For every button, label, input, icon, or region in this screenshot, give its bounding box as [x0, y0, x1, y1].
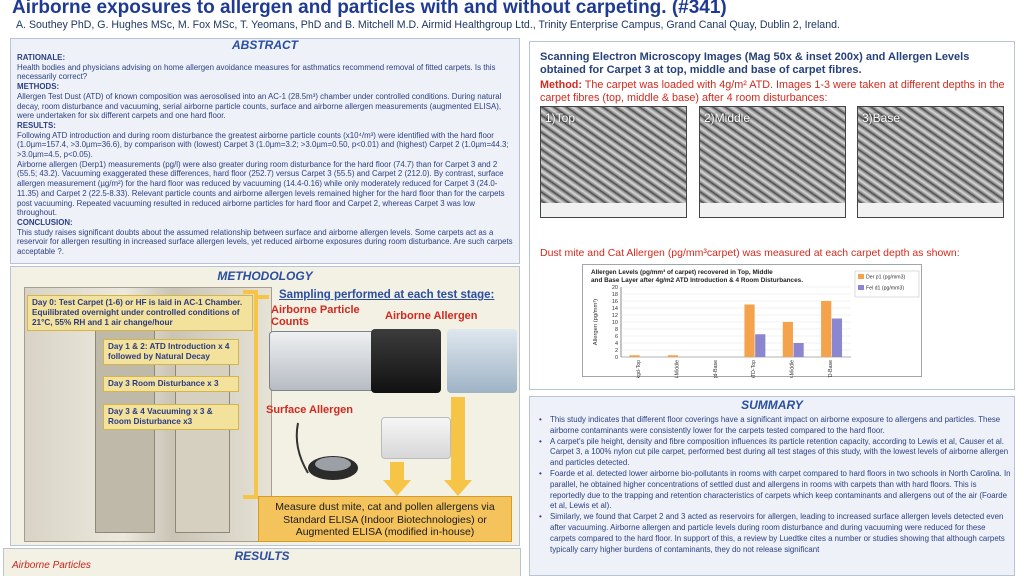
chart-y-tick: 14 [611, 306, 618, 312]
sem-method-text: The carpet was loaded with 4g/m² ATD. Images 1-3 were taken at different depths in the carpet fibres (top, middle & base) after 4 room disturbances: [540, 79, 1005, 104]
results-heading: RESULTS: [17, 120, 56, 130]
arrow-head-1 [383, 480, 411, 496]
poster-title: Airborne exposures to allergen and particles with and without carpeting. (#341) [12, 0, 727, 18]
chart-y-tick: 2 [614, 348, 618, 354]
chart-bar [755, 334, 765, 357]
chart-y-label: Allergen (pg/mm³) [593, 298, 599, 346]
results-title: RESULTS [234, 549, 290, 563]
chart-y-tick: 4 [614, 341, 618, 347]
summary-item: • Similarly, we found that Carpet 2 and 3 acted as reservoirs for allergen, leading to increased surface allergen levels detected even after vacuuming. Airborne allergen and particle levels during room disturbance and during vacuuming were reduced for these carpets compared to the hard floor. In support of this, a review by Luedtke cites a number or studies showing that although carpets typically carry higher burdens of contaminants, they do not release significant [539, 512, 1011, 555]
chart-bar [668, 355, 678, 357]
chart-x-tick: Bkgd-Top [636, 360, 643, 378]
abstract-title: ABSTRACT [232, 38, 298, 52]
arrow-head-2 [444, 480, 472, 496]
sem-title: Scanning Electron Microscopy Images (Mag 50x & inset 200x) and Allergen Levels obtained for Carpet 3 at top, middle and base of carpet fibres. [540, 51, 970, 76]
summary-item: • A carpet's pile height, density and fibre composition influences its particle retention capacity, according to Lewis et al, Causer et al. Carpet 3, a 100% nylon cut pile carpet, performed best during all test stages of this study, with the lowest levels of airborne allergen and particles detected. [539, 437, 1011, 469]
rationale-heading: RATIONALE: [17, 53, 66, 62]
chart-bar [794, 343, 804, 357]
chart-legend-label: Der p1 (pg/mm3) [866, 274, 906, 281]
sem-method [540, 79, 1010, 105]
filter-cassette-image [447, 329, 517, 393]
abstract-body [17, 53, 515, 257]
results-text-1: Following ATD introduction and during room disturbance the greatest airborne particle counts (x10⁴/m³) were identified with the hard floor (1.0µm=157.4, >3.0µm=36.6), by comparison with (lowest) Carpet 3 (1.0µm=3.2; >3.0µm=0.50, p<0.01) and (highest) Carpet 2 (1.0µm=44.3; >3.0µm=4.5, p<0.05). [17, 130, 509, 160]
summary-list [539, 415, 1011, 555]
author-line: A. Southey PhD, G. Hughes MSc, M. Fox MSc, T. Yeomans, PhD and B. Mitchell M.D. Airmid Healthgroup Ltd., Trinity Enterprise Campus, Grand Canal Quay, Dublin 2, Ireland. [16, 19, 840, 31]
methods-heading: METHODS: [17, 82, 60, 92]
chart-y-tick: 8 [614, 327, 618, 333]
abstract-panel [10, 38, 520, 264]
chart-legend-swatch [858, 285, 864, 290]
sem-image-base-label: 3)Base [862, 111, 901, 125]
elisa-box: Measure dust mite, cat and pollen allergens via Standard ELISA (Indoor Biotechnologies) or Augmented ELISA (modified in-house) [258, 496, 512, 542]
surface-allergen-label: Surface Allergen [266, 404, 354, 416]
methods-text: Allergen Test Dust (ATD) of known composition was aerosolised into an AC-1 (28.5m³) chamber under controlled conditions. During natural decay, room disturbance and vacuuming, serial airborne particle counts, surface and airborne allergen measurements (augmented ELISA), were undertaken for six different carpets and one hard floor. [17, 91, 502, 121]
chart-y-tick: 18 [611, 292, 618, 298]
chart-bar [832, 319, 842, 358]
conclusion-text: This study raises significant doubts about the assumed relationship between surface and airborne allergen levels. Some carpets act as a reservoir for allergen resulting in increased surface allergen levels, yet reduced airborne exposures during room disturbance. Are such carpets acceptable ?. [17, 227, 513, 257]
methodology-title: METHODOLOGY [217, 269, 313, 283]
summary-item: • Foarde et al. detected lower airborne bio-pollutants in rooms with carpet compared to hard floors in two schools in North Carolina. In parallel, he obtained higher concentrations of settled dust and allergens in rooms with carpets than with hard floors. This is reportedly due to the trapping and retention characteristics of carpets which keep contaminants and allergens out of the air (Foarde et al, Lewis et al). [539, 469, 1011, 512]
arrow-airborne-to-elisa [451, 397, 465, 482]
rationale-text: Health bodies and physicians advising on home allergen avoidance measures for asthmatics recommend removal of fitted carpets. Is this necessarily correct? [17, 62, 496, 82]
chart-bar [783, 322, 793, 357]
chart-bar [744, 305, 754, 358]
sem-image-middle [699, 106, 846, 218]
chart-y-tick: 10 [611, 320, 618, 326]
dust-allergen-text: Dust mite and Cat Allergen (pg/mm³carpet) was measured at each carpet depth as shown: [540, 247, 960, 259]
allergen-chart-svg [583, 265, 923, 378]
chart-x-tick: ATD-Top [751, 360, 758, 378]
chart-x-tick: ATD-Middle [789, 360, 796, 378]
callout-day3: Day 3 Room Disturbance x 3 [103, 376, 239, 392]
conclusion-heading: CONCLUSION: [17, 217, 73, 227]
arrow-surface-to-elisa [390, 462, 404, 482]
bracket-connector [241, 287, 271, 507]
particle-counts-label: Airborne Particle Counts [271, 304, 360, 328]
airborne-particles-heading: Airborne Particles [12, 560, 91, 571]
chart-y-tick: 16 [611, 299, 618, 305]
chart-legend-swatch [858, 274, 864, 279]
summary-title: SUMMARY [741, 398, 803, 412]
sem-method-label: Method: [540, 79, 582, 91]
airborne-allergen-label: Airborne Allergen [385, 310, 478, 322]
chart-bar [821, 301, 831, 357]
callout-day0: Day 0: Test Carpet (1-6) or HF is laid in AC-1 Chamber. Equilibrated overnight under controlled conditions of 21°C, 55% RH and 1 air change/hour [27, 295, 253, 331]
callout-day34: Day 3 & 4 Vacuuming x 3 & Room Disturbance x3 [103, 404, 239, 430]
summary-panel [529, 396, 1015, 576]
sem-image-footer [541, 203, 686, 217]
chart-y-tick: 20 [611, 285, 618, 291]
chart-title: Allergen Levels (pg/mm³ of carpet) recovered in Top, Middle and Base Layer after 4g/m2 ATD Introduction & 4 Room Disturbances. [591, 269, 803, 284]
particle-counter-image [269, 331, 377, 391]
summary-item: • This study indicates that different floor coverings have a significant impact on airborne exposure to allergens and particles. These airborne contaminants were consistently lower for the carpets tested compared to the hard floor. [539, 415, 1011, 437]
results-panel [3, 548, 521, 576]
chart-legend-label: Fel d1 (pg/mm3) [866, 285, 905, 292]
vacuum-cleaner-image [288, 418, 368, 483]
sem-image-footer [858, 203, 1003, 217]
chart-y-tick: 0 [614, 355, 618, 361]
chart-x-tick: Bkgd-Base [712, 360, 719, 378]
results-text-2: Airborne allergen (Derp1) measurements (pg/l) were also greater during room disturbance for the hard floor (74.7) than for Carpet 3 and 2 (55.5; 43.2). Vacuuming exaggerated these differences, hard floor (252.7) versus Carpet 3 (55.5) and Carpet 2 (212.0). By contrast, surface allergen measurement (µg/m²) for the hard floor was reduced by vacuuming (14.4-0.16) while only moderately reduced for Carpet 3 (24.0-11.35) and Carpet 2 (22.5-8.33). Relevant particle counts and airborne allergen levels remained higher for the hard floor than for the carpets post vacuuming. Repeated vacuuming resulted in reduced airborne particles for hard floor and Carpet 2, whereas Carpet 3 was low throughout. [17, 159, 505, 218]
allergen-chart [582, 264, 922, 377]
chart-bar [629, 355, 639, 357]
chart-x-tick: ATD-Base [827, 360, 834, 378]
sem-image-footer [700, 203, 845, 217]
sem-image-base [857, 106, 1004, 218]
sem-image-middle-label: 2)Middle [704, 111, 751, 125]
poster-header [0, 0, 1024, 38]
chart-x-tick: Bkgd-Middle [674, 360, 681, 378]
air-sampler-image [371, 329, 441, 393]
dust-collector-image [381, 417, 451, 459]
chart-y-tick: 12 [611, 313, 618, 319]
sem-image-top [540, 106, 687, 218]
callout-day12: Day 1 & 2: ATD Introduction x 4 followed by Natural Decay [103, 339, 239, 365]
chart-y-tick: 6 [614, 334, 618, 340]
sem-image-top-label: 1)Top [545, 111, 576, 125]
sampling-title: Sampling performed at each test stage: [279, 289, 495, 301]
